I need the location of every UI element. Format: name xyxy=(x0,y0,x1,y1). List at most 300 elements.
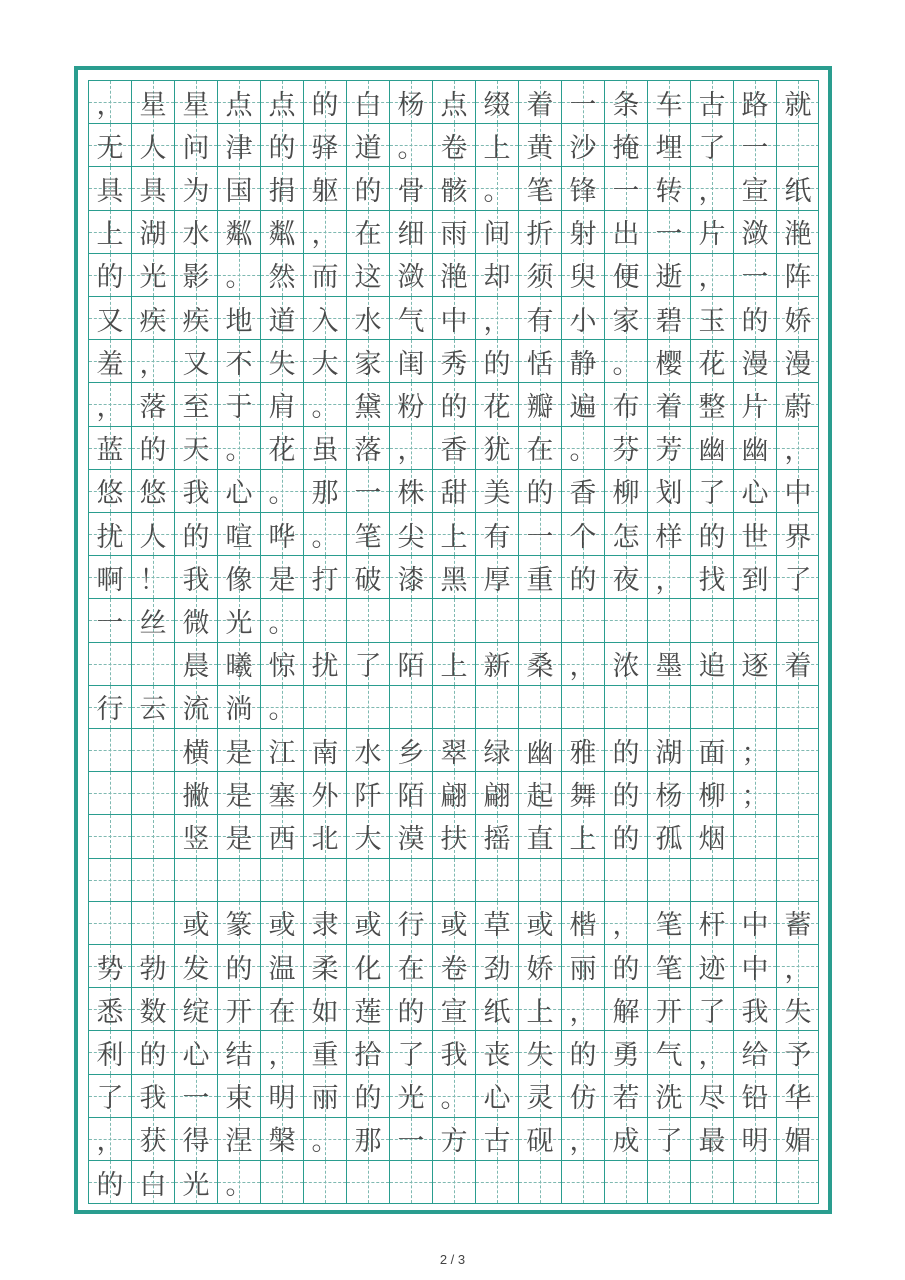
grid-cell xyxy=(476,124,519,166)
grid-cell xyxy=(304,383,347,425)
handwritten-character: 扰 xyxy=(311,651,339,683)
grid-cell xyxy=(132,470,175,512)
grid-cell xyxy=(605,729,648,771)
handwritten-character: 有 xyxy=(483,521,511,553)
handwritten-character: 行 xyxy=(397,910,425,942)
grid-cell xyxy=(605,945,648,987)
handwritten-character: 布 xyxy=(612,391,640,423)
handwritten-character: 幽 xyxy=(526,737,554,769)
grid-cell xyxy=(691,297,734,339)
grid-cell xyxy=(734,945,777,987)
grid-cell xyxy=(519,1118,562,1160)
handwritten-character: 在 xyxy=(354,219,382,251)
handwritten-character: 发 xyxy=(182,953,210,985)
grid-cell xyxy=(304,340,347,382)
grid-cell xyxy=(218,1118,261,1160)
handwritten-character: 南 xyxy=(311,737,339,769)
handwritten-character: 臾 xyxy=(569,262,597,294)
handwritten-character: 株 xyxy=(397,478,425,510)
handwritten-character: 漫 xyxy=(784,348,812,380)
grid-cell xyxy=(218,513,261,555)
handwritten-character: 点 xyxy=(225,89,253,121)
handwritten-character: 丧 xyxy=(483,1039,511,1071)
grid-row xyxy=(89,340,818,383)
handwritten-character: 片 xyxy=(698,219,726,251)
grid-cell xyxy=(476,211,519,253)
grid-cell xyxy=(433,383,476,425)
grid-cell xyxy=(261,340,304,382)
handwritten-character: 细 xyxy=(397,219,425,251)
grid-cell xyxy=(777,1161,819,1203)
grid-cell xyxy=(562,167,605,209)
handwritten-character: 美 xyxy=(483,478,511,510)
handwritten-character: 丽 xyxy=(311,1083,339,1115)
handwritten-character: 楷 xyxy=(569,910,597,942)
grid-cell xyxy=(89,988,132,1030)
grid-cell xyxy=(347,81,390,123)
grid-cell xyxy=(734,211,777,253)
grid-cell xyxy=(347,211,390,253)
grid-cell xyxy=(347,815,390,857)
handwritten-character: 湖 xyxy=(139,219,167,251)
grid-cell xyxy=(304,1075,347,1117)
handwritten-character: 丽 xyxy=(569,953,597,985)
grid-cell xyxy=(648,599,691,641)
handwritten-character: 我 xyxy=(182,564,210,596)
grid-cell xyxy=(89,167,132,209)
handwritten-character: 尽 xyxy=(698,1083,726,1115)
grid-cell xyxy=(562,988,605,1030)
handwritten-character: ； xyxy=(741,780,769,812)
handwritten-character: 那 xyxy=(311,478,339,510)
grid-cell xyxy=(390,470,433,512)
grid-cell xyxy=(175,729,218,771)
grid-cell xyxy=(734,167,777,209)
handwritten-character: ， xyxy=(569,1126,597,1158)
grid-cell xyxy=(691,383,734,425)
grid-cell xyxy=(89,470,132,512)
grid-cell xyxy=(734,81,777,123)
handwritten-character: 蓝 xyxy=(96,435,124,467)
handwritten-character: 铅 xyxy=(741,1083,769,1115)
handwritten-character: 勇 xyxy=(612,1039,640,1071)
grid-cell xyxy=(605,772,648,814)
grid-cell xyxy=(433,1118,476,1160)
grid-cell xyxy=(132,297,175,339)
handwritten-character: 花 xyxy=(268,435,296,467)
handwritten-character: 翩 xyxy=(483,780,511,812)
grid-cell xyxy=(261,167,304,209)
grid-cell xyxy=(433,167,476,209)
grid-cell xyxy=(691,513,734,555)
grid-cell xyxy=(648,81,691,123)
handwritten-character: 滟 xyxy=(440,262,468,294)
grid-cell xyxy=(562,772,605,814)
handwritten-character: 或 xyxy=(182,910,210,942)
grid-cell xyxy=(390,81,433,123)
grid-cell xyxy=(519,254,562,296)
grid-cell xyxy=(175,815,218,857)
grid-cell xyxy=(175,167,218,209)
handwritten-character: 如 xyxy=(311,996,339,1028)
character-grid xyxy=(88,80,819,1204)
grid-cell xyxy=(562,340,605,382)
handwritten-character: 方 xyxy=(440,1126,468,1158)
grid-cell xyxy=(132,1161,175,1203)
grid-cell xyxy=(562,1031,605,1073)
grid-cell xyxy=(261,81,304,123)
grid-row xyxy=(89,1075,818,1118)
handwritten-character: 大 xyxy=(311,348,339,380)
grid-cell xyxy=(175,599,218,641)
grid-cell xyxy=(304,902,347,944)
handwritten-character: 芬 xyxy=(612,435,640,467)
handwritten-character: 最 xyxy=(698,1126,726,1158)
handwritten-character: 蓄 xyxy=(784,910,812,942)
handwritten-character: 解 xyxy=(612,996,640,1028)
handwritten-character: 或 xyxy=(526,910,554,942)
grid-cell xyxy=(519,1031,562,1073)
grid-cell xyxy=(734,1031,777,1073)
grid-cell xyxy=(347,297,390,339)
handwritten-character: 闺 xyxy=(397,348,425,380)
grid-cell xyxy=(132,945,175,987)
grid-row xyxy=(89,1031,818,1074)
grid-cell xyxy=(347,686,390,728)
grid-cell xyxy=(605,297,648,339)
handwritten-character: 潋 xyxy=(397,262,425,294)
handwritten-character: 扶 xyxy=(440,823,468,855)
grid-cell xyxy=(476,340,519,382)
grid-cell xyxy=(777,729,819,771)
grid-cell xyxy=(261,945,304,987)
grid-cell xyxy=(476,167,519,209)
grid-cell xyxy=(605,211,648,253)
grid-cell xyxy=(390,902,433,944)
handwritten-character: 了 xyxy=(655,1126,683,1158)
grid-cell xyxy=(175,427,218,469)
grid-cell xyxy=(433,902,476,944)
grid-cell xyxy=(734,772,777,814)
handwritten-character: 就 xyxy=(784,89,812,121)
handwritten-character: 小 xyxy=(569,305,597,337)
grid-cell xyxy=(132,513,175,555)
grid-cell xyxy=(390,297,433,339)
handwritten-character: 。 xyxy=(311,521,339,553)
grid-cell xyxy=(390,1075,433,1117)
grid-cell xyxy=(261,599,304,641)
handwritten-character: 是 xyxy=(268,564,296,596)
grid-row xyxy=(89,686,818,729)
grid-cell xyxy=(562,599,605,641)
grid-cell xyxy=(605,815,648,857)
grid-cell xyxy=(476,729,519,771)
grid-cell xyxy=(89,643,132,685)
grid-cell xyxy=(476,859,519,901)
grid-cell xyxy=(519,945,562,987)
grid-cell xyxy=(218,988,261,1030)
grid-cell xyxy=(476,772,519,814)
handwritten-character: 阡 xyxy=(354,780,382,812)
handwritten-character: 孤 xyxy=(655,823,683,855)
grid-cell xyxy=(89,297,132,339)
grid-cell xyxy=(261,643,304,685)
grid-cell xyxy=(390,124,433,166)
grid-cell xyxy=(734,383,777,425)
grid-cell xyxy=(519,513,562,555)
grid-cell xyxy=(519,383,562,425)
handwritten-character: 在 xyxy=(397,953,425,985)
handwritten-character: 的 xyxy=(612,780,640,812)
handwritten-character: 悉 xyxy=(96,996,124,1028)
grid-cell xyxy=(347,772,390,814)
handwritten-character: 我 xyxy=(440,1039,468,1071)
grid-cell xyxy=(261,254,304,296)
handwritten-character: 光 xyxy=(182,1169,210,1201)
handwritten-character: 具 xyxy=(139,175,167,207)
grid-cell xyxy=(218,643,261,685)
handwritten-character: 星 xyxy=(182,89,210,121)
handwritten-character: 柳 xyxy=(698,780,726,812)
handwritten-character: 到 xyxy=(741,564,769,596)
grid-cell xyxy=(175,988,218,1030)
handwritten-character: 黑 xyxy=(440,564,468,596)
handwritten-character: 的 xyxy=(397,996,425,1028)
handwritten-character: 开 xyxy=(225,996,253,1028)
handwritten-character: 一 xyxy=(741,132,769,164)
handwritten-character: 。 xyxy=(440,1083,468,1115)
grid-cell xyxy=(390,599,433,641)
grid-cell xyxy=(519,772,562,814)
grid-cell xyxy=(648,1118,691,1160)
grid-cell xyxy=(261,211,304,253)
handwritten-character: 西 xyxy=(268,823,296,855)
grid-cell xyxy=(218,772,261,814)
grid-cell xyxy=(132,340,175,382)
handwritten-character: 古 xyxy=(698,89,726,121)
grid-cell xyxy=(175,470,218,512)
grid-cell xyxy=(304,988,347,1030)
grid-cell xyxy=(605,988,648,1030)
grid-cell xyxy=(89,772,132,814)
grid-cell xyxy=(132,729,175,771)
handwritten-character: 是 xyxy=(225,737,253,769)
handwritten-character: 纸 xyxy=(784,175,812,207)
handwritten-character: 白 xyxy=(139,1169,167,1201)
handwritten-character: 疾 xyxy=(182,305,210,337)
grid-cell xyxy=(691,988,734,1030)
handwritten-character: 一 xyxy=(354,478,382,510)
grid-cell xyxy=(433,599,476,641)
grid-cell xyxy=(304,815,347,857)
grid-cell xyxy=(347,556,390,598)
grid-cell xyxy=(175,1031,218,1073)
handwritten-character: 芳 xyxy=(655,435,683,467)
grid-row xyxy=(89,211,818,254)
grid-cell xyxy=(519,556,562,598)
grid-cell xyxy=(519,211,562,253)
handwritten-character: 若 xyxy=(612,1083,640,1115)
handwritten-character: 了 xyxy=(96,1083,124,1115)
grid-cell xyxy=(433,1031,476,1073)
grid-cell xyxy=(605,383,648,425)
grid-cell xyxy=(519,427,562,469)
grid-row xyxy=(89,383,818,426)
handwritten-character: ； xyxy=(741,737,769,769)
handwritten-character: 甜 xyxy=(440,478,468,510)
grid-cell xyxy=(433,254,476,296)
handwritten-character: 那 xyxy=(354,1126,382,1158)
grid-cell xyxy=(777,297,819,339)
handwritten-character: 淌 xyxy=(225,694,253,726)
grid-row xyxy=(89,297,818,340)
handwritten-character: 心 xyxy=(225,478,253,510)
handwritten-character: 了 xyxy=(784,564,812,596)
handwritten-character: 幽 xyxy=(741,435,769,467)
grid-cell xyxy=(519,643,562,685)
grid-cell xyxy=(605,427,648,469)
handwritten-character: 无 xyxy=(96,132,124,164)
grid-cell xyxy=(777,1075,819,1117)
handwritten-character: 落 xyxy=(139,391,167,423)
handwritten-character: 水 xyxy=(182,219,210,251)
grid-cell xyxy=(691,211,734,253)
grid-cell xyxy=(218,815,261,857)
grid-cell xyxy=(734,470,777,512)
grid-cell xyxy=(89,427,132,469)
handwritten-character: 惊 xyxy=(268,651,296,683)
handwritten-character: 大 xyxy=(354,823,382,855)
grid-cell xyxy=(218,859,261,901)
handwritten-character: 蔚 xyxy=(784,391,812,423)
handwritten-character: 碧 xyxy=(655,305,683,337)
handwritten-character: 笔 xyxy=(354,521,382,553)
handwritten-character: ， xyxy=(784,435,812,467)
handwritten-character: 杨 xyxy=(397,89,425,121)
grid-cell xyxy=(734,643,777,685)
grid-cell xyxy=(562,124,605,166)
handwritten-character: 重 xyxy=(311,1039,339,1071)
grid-cell xyxy=(605,1118,648,1160)
grid-cell xyxy=(433,340,476,382)
grid-cell xyxy=(218,167,261,209)
handwritten-character: 在 xyxy=(526,435,554,467)
grid-cell xyxy=(476,1075,519,1117)
handwritten-character: 骸 xyxy=(440,175,468,207)
grid-cell xyxy=(175,383,218,425)
handwritten-character: 着 xyxy=(784,651,812,683)
grid-cell xyxy=(347,859,390,901)
grid-row xyxy=(89,988,818,1031)
handwritten-character: 丝 xyxy=(139,607,167,639)
grid-cell xyxy=(89,1118,132,1160)
handwritten-character: 杨 xyxy=(655,780,683,812)
grid-cell xyxy=(390,254,433,296)
grid-cell xyxy=(89,211,132,253)
handwritten-character: 晨 xyxy=(182,651,210,683)
handwritten-character: 了 xyxy=(698,478,726,510)
handwritten-character: 有 xyxy=(526,305,554,337)
grid-cell xyxy=(519,902,562,944)
grid-cell xyxy=(648,427,691,469)
grid-cell xyxy=(261,988,304,1030)
grid-row xyxy=(89,470,818,513)
grid-cell xyxy=(347,643,390,685)
grid-cell xyxy=(175,859,218,901)
grid-cell xyxy=(304,211,347,253)
handwritten-character: 上 xyxy=(96,219,124,251)
handwritten-character: 或 xyxy=(268,910,296,942)
grid-cell xyxy=(519,167,562,209)
handwritten-character: 仿 xyxy=(569,1083,597,1115)
grid-cell xyxy=(218,297,261,339)
grid-cell xyxy=(648,1031,691,1073)
grid-cell xyxy=(218,211,261,253)
handwritten-character: 给 xyxy=(741,1039,769,1071)
grid-cell xyxy=(691,902,734,944)
handwritten-character: 一 xyxy=(96,607,124,639)
grid-cell xyxy=(261,124,304,166)
handwritten-character: 津 xyxy=(225,132,253,164)
handwritten-character: 划 xyxy=(655,478,683,510)
handwritten-character: 的 xyxy=(182,521,210,553)
handwritten-character: 数 xyxy=(139,996,167,1028)
grid-row xyxy=(89,556,818,599)
handwritten-character: 掩 xyxy=(612,132,640,164)
grid-cell xyxy=(562,513,605,555)
grid-cell xyxy=(89,902,132,944)
handwritten-character: 水 xyxy=(354,737,382,769)
grid-cell xyxy=(261,772,304,814)
handwritten-character: 涅 xyxy=(225,1126,253,1158)
grid-cell xyxy=(476,686,519,728)
grid-cell xyxy=(476,470,519,512)
handwritten-character: 逝 xyxy=(655,262,683,294)
handwritten-character: 夜 xyxy=(612,564,640,596)
handwritten-character: 舞 xyxy=(569,780,597,812)
grid-cell xyxy=(777,427,819,469)
handwritten-character: 上 xyxy=(440,651,468,683)
handwritten-character: 直 xyxy=(526,823,554,855)
grid-cell xyxy=(605,556,648,598)
handwritten-character: 着 xyxy=(526,89,554,121)
handwritten-character: 的 xyxy=(96,262,124,294)
grid-cell xyxy=(476,902,519,944)
handwritten-character: 烟 xyxy=(698,823,726,855)
handwritten-character: 。 xyxy=(483,175,511,207)
handwritten-character: 或 xyxy=(440,910,468,942)
handwritten-character: 花 xyxy=(483,391,511,423)
grid-cell xyxy=(605,643,648,685)
grid-row xyxy=(89,859,818,902)
handwritten-character: 至 xyxy=(182,391,210,423)
grid-cell xyxy=(261,859,304,901)
handwritten-character: 迹 xyxy=(698,953,726,985)
handwritten-character: 利 xyxy=(96,1039,124,1071)
grid-cell xyxy=(734,1161,777,1203)
handwritten-character: 喧 xyxy=(225,521,253,553)
grid-cell xyxy=(89,729,132,771)
grid-cell xyxy=(476,599,519,641)
handwritten-character: ， xyxy=(96,391,124,423)
grid-cell xyxy=(648,556,691,598)
grid-cell xyxy=(519,859,562,901)
grid-cell xyxy=(89,945,132,987)
grid-cell xyxy=(132,686,175,728)
handwritten-character: 驿 xyxy=(311,132,339,164)
handwritten-character: 为 xyxy=(182,175,210,207)
handwritten-character: 气 xyxy=(655,1039,683,1071)
